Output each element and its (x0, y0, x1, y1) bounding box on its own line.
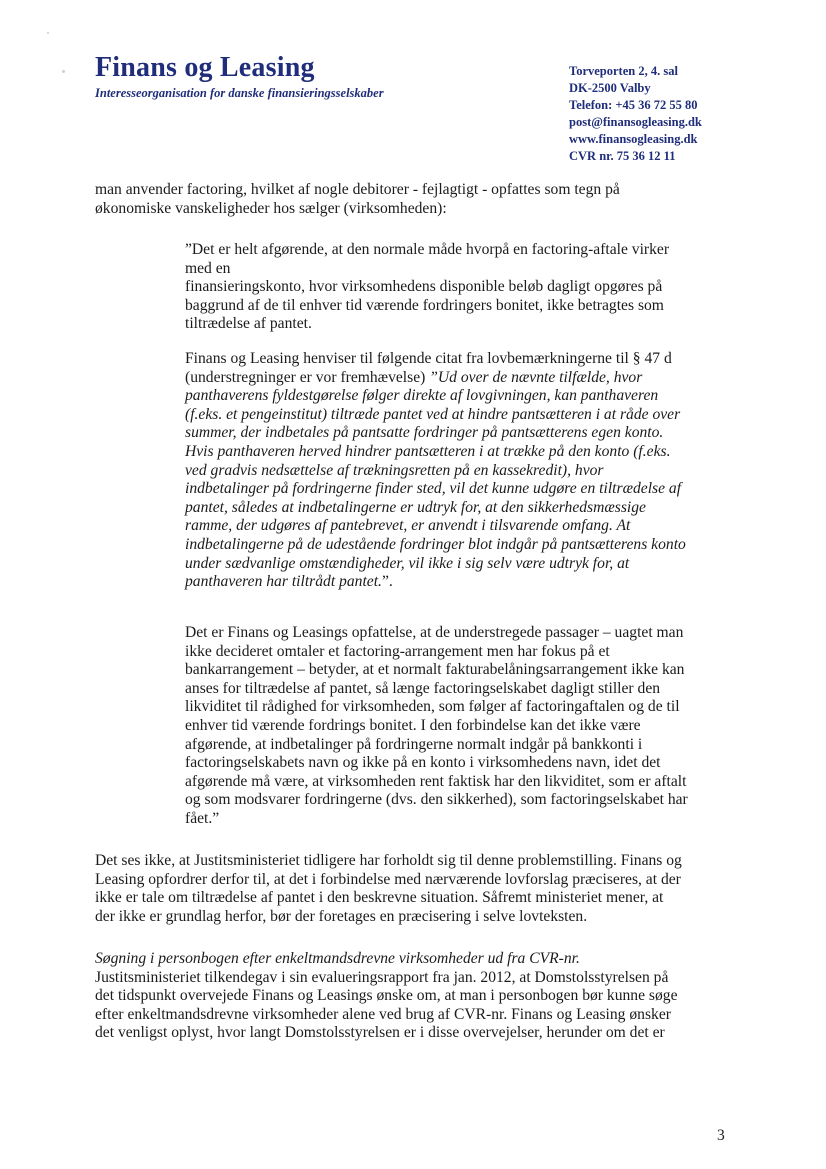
text-span: (understregninger er vor fremhævelse) (185, 368, 430, 386)
contact-block (569, 63, 702, 165)
text-line (185, 369, 686, 388)
citation-line: (f.eks. et pengeinstitut) tiltræde pantet ved at hindre pantsætteren i at råde over (185, 405, 681, 423)
text-line: Justitsministeriet tilkendegav i sin evalueringsrapport fra jan. 2012, at Domstolsstyrelsen på (95, 968, 669, 986)
page-number: 3 (717, 1127, 725, 1144)
citation-line: ramme, der udgøres af pantebrevet, er anvendt i tilsvarende omfang. At (185, 517, 631, 535)
scan-speck (62, 70, 65, 73)
text-line: og som modsvarer fordringerne (dvs. den sikkerhed), som factoringselskabet har (185, 791, 688, 809)
text-line: factoringselskabets navn og ikke på en konto i virksomhedens navn, idet det (185, 754, 661, 772)
text-line: likviditet til rådighed for virksomheden, som følger af factoringaftalen og de til (185, 698, 680, 716)
citation-line: ved gradvis nedsættelse af trækningsretten på en kassekredit), hvor (185, 461, 604, 479)
text-line: man anvender factoring, hvilket af nogle debitorer - fejlagtigt - opfattes som tegn på (95, 181, 620, 198)
text-line: økonomiske vanskeligheder hos sælger (virksomheden): (95, 199, 447, 217)
quote-paragraph-2 (185, 350, 686, 592)
text-line: Det er Finans og Leasings opfattelse, at de understregede passager – uagtet man (185, 624, 684, 641)
scan-speck (47, 32, 49, 34)
text-line: Finans og Leasing henviser til følgende citat fra lovbemærkningerne til § 47 d (185, 350, 672, 367)
citation-line: panthaverens fyldestgørelse følger direkte af lovgivningen, kan panthaveren (185, 387, 659, 405)
text-line: finansieringskonto, hvor virksomhedens disponible beløb dagligt opgøres på (185, 278, 663, 296)
citation-text: panthaveren har tiltrådt pantet. (185, 573, 382, 591)
text-line: efter enkeltmandsdrevne virksomheder alene ved brug af CVR-nr. Finans og Leasing ønsker (95, 1005, 671, 1023)
text-line: baggrund af de til enhver tid værende fordringers bonitet, ikke betragtes som (185, 296, 664, 314)
citation-line: indbetalinger på fordringerne finder sted, vil det kunne udgøre en tiltrædelse af (185, 480, 682, 498)
text-line: afgørende må være, at virksomheden rent faktisk har den likviditet, som er aftalt (185, 772, 687, 790)
text-line: anses for tiltrædelse af pantet, så længe factoringselskabet dagligt stiller den (185, 679, 661, 697)
citation-line: Hvis panthaveren herved hindrer pantsætteren i at trække på den konto (f.eks. (185, 442, 671, 460)
text-line: det tidspunkt overvejede Finans og Leasings ønske om, at man i personbogen bør kunne søge (95, 987, 678, 1005)
citation-line: summer, der indbetales på pantsatte fordringer på pantsætterens egen konto. (185, 424, 664, 442)
organization-tagline: Interesseorganisation for danske finansieringsselskaber (95, 86, 384, 100)
text-line: ikke decideret omtaler et factoring-arrangement men har fokus på et (185, 642, 610, 660)
contact-cvr: CVR nr. 75 36 12 11 (569, 149, 676, 163)
contact-city: DK-2500 Valby (569, 81, 651, 95)
quote-paragraph-3 (185, 624, 688, 829)
section-heading: Søgning i personbogen efter enkeltmandsdrevne virksomheder ud fra CVR-nr. (95, 950, 580, 967)
text-line: der ikke er grundlag herfor, bør der foretages en præcisering i selve lovteksten. (95, 907, 588, 925)
intro-paragraph (95, 181, 620, 218)
text-line: Det ses ikke, at Justitsministeriet tidligere har forholdt sig til denne problemstilling. Finans og (95, 852, 682, 869)
text-line: med en (185, 259, 231, 277)
contact-address: Torveporten 2, 4. sal (569, 64, 678, 78)
text-line: det venligst oplyst, hvor langt Domstolsstyrelsen er i disse overvejelser, herunder om det er (95, 1024, 665, 1042)
citation-line (185, 573, 686, 592)
body-paragraph (95, 852, 682, 926)
text-line: bankarrangement – betyder, at et normalt fakturabelåningsarrangement ikke kan (185, 661, 685, 679)
text-line: afgørende, at indbetalinger på fordringerne normalt indgår på bankkonti i (185, 735, 643, 753)
contact-website: www.finansogleasing.dk (569, 132, 698, 146)
section-personbogen (95, 950, 678, 1043)
contact-phone: Telefon: +45 36 72 55 80 (569, 98, 698, 112)
citation-line: under sædvanlige omstændigheder, vil ikke i sig selv være udtryk for, at (185, 554, 630, 572)
text-line: enhver tid værende fordrings bonitet. I den forbindelse kan det ikke være (185, 716, 641, 734)
organization-name: Finans og Leasing (95, 52, 315, 83)
text-line: tiltrædelse af pantet. (185, 315, 312, 333)
text-line: ”Det er helt afgørende, at den normale måde hvorpå en factoring-aftale virker (185, 241, 670, 258)
quote-paragraph-1 (185, 241, 669, 334)
citation-line: indbetalingerne på de udestående fordringer blot indgår på pantsætterens konto (185, 535, 686, 553)
citation-text: ”Ud over de nævnte tilfælde, hvor (429, 368, 643, 386)
contact-email: post@finansogleasing.dk (569, 115, 702, 129)
text-line: ikke er tale om tiltrædelse af pantet i den beskrevne situation. Såfremt ministeriet mener, at (95, 889, 664, 907)
text-line: Leasing opfordrer derfor til, at det i forbindelse med nærværende lovforslag præciseres, at der (95, 870, 681, 888)
text-line: fået.” (185, 809, 220, 827)
text-span: ”. (381, 573, 393, 591)
citation-line: pantet, således at indbetalingerne er udtryk for, at den sikkerhedsmæssige (185, 498, 646, 516)
